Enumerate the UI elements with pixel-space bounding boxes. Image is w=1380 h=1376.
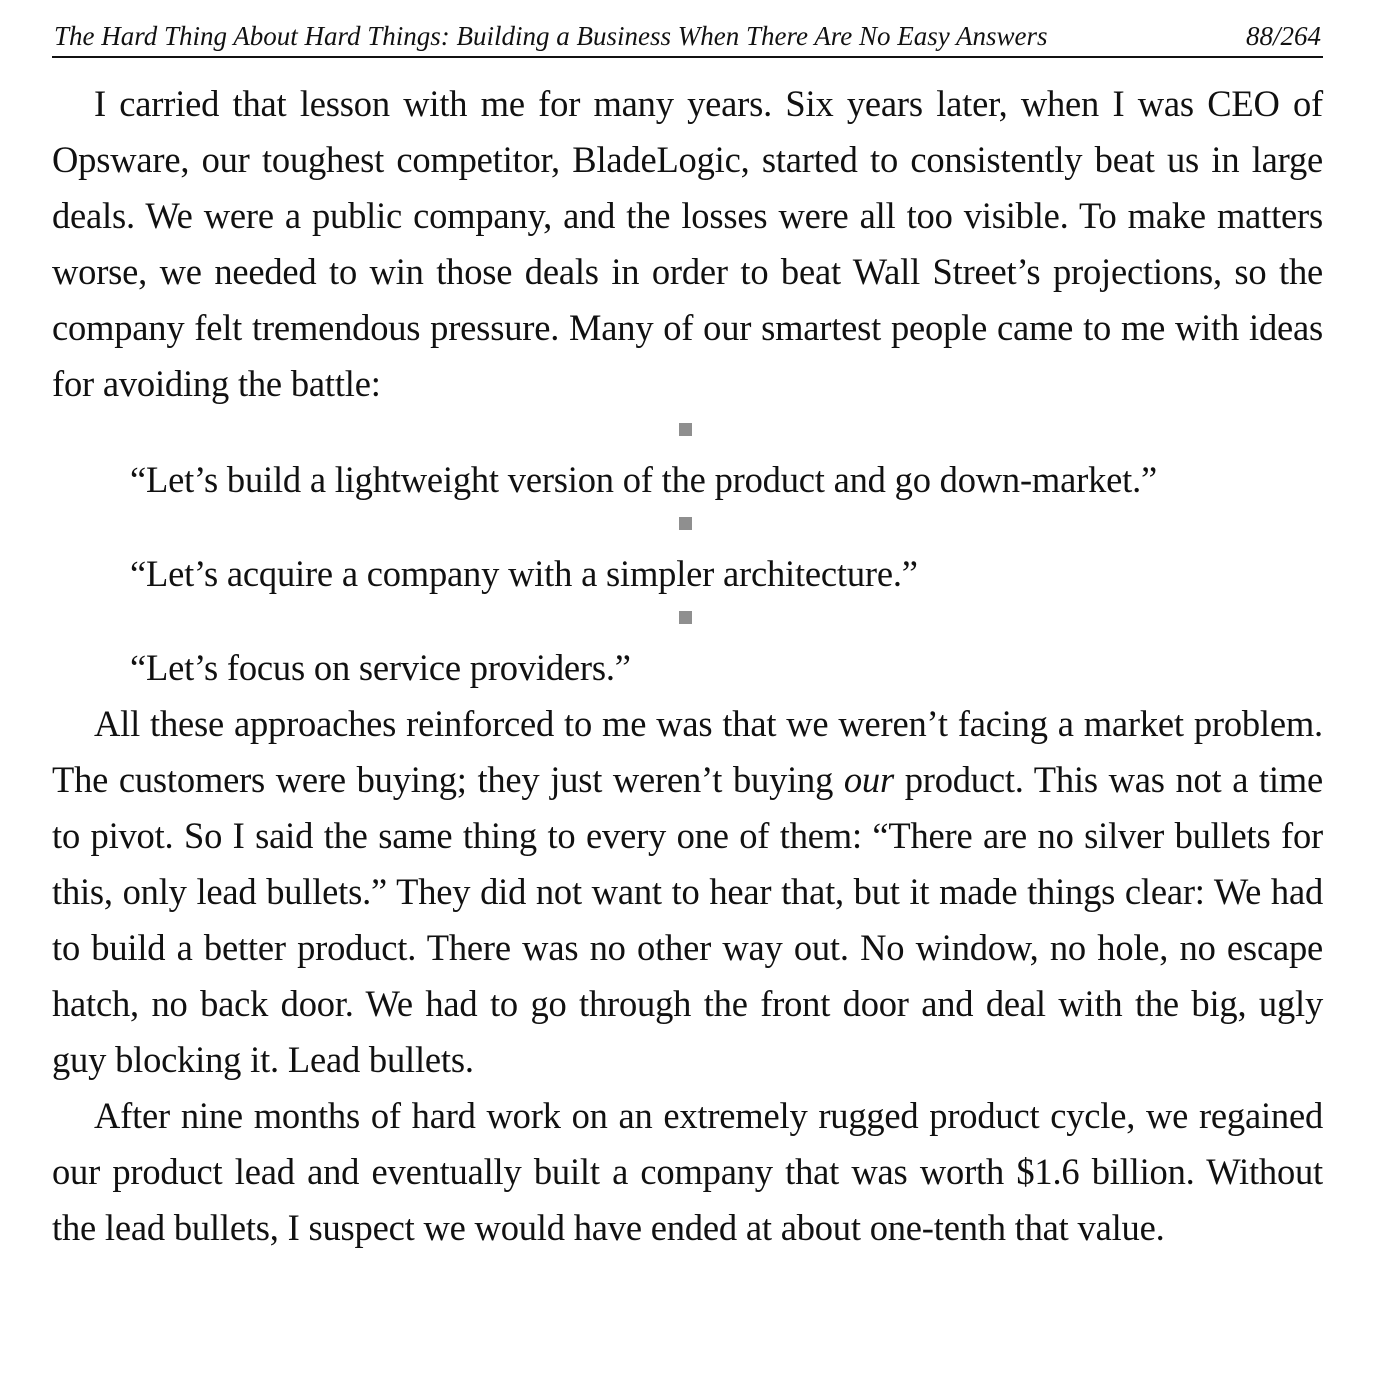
paragraph-2-text-start: All these approaches reinforced to me was that we weren’t facing a market problem. The customers were buying; they just weren’t buying — [52, 703, 1323, 800]
paragraph-2-text-end: product. This was not a time to pivot. So I said the same thing to every one of them: “There are no silver bullets for this, only lead bullets.” They did not want to hear that, but it made things clear: We had to build a better product. There was no other way out. No window, no hole, no escape hatch, no back door. We had to go through the front door and deal with the big, ugly guy blocking it. Lead bullets. — [52, 759, 1323, 1080]
list-item — [52, 508, 1323, 602]
square-bullet-icon — [679, 517, 692, 530]
page-indicator: 88/264 — [1245, 21, 1321, 51]
bullet-text: “Let’s acquire a company with a simpler architecture.” — [130, 553, 918, 594]
list-item — [52, 602, 1323, 696]
bullet-text: “Let’s build a lightweight version of the product and go down-market.” — [130, 459, 1157, 500]
bullet-text: “Let’s focus on service providers.” — [130, 647, 631, 688]
running-header — [52, 18, 1323, 58]
square-bullet-icon — [679, 611, 692, 624]
paragraph-3: After nine months of hard work on an extremely rugged product cycle, we regained our product lead and eventually built a company that was worth $1.6 billion. Without the lead bullets, I suspect we would have ended at about one-tenth that value. — [52, 1095, 1323, 1248]
page-body — [52, 76, 1323, 1256]
book-title: The Hard Thing About Hard Things: Building a Business When There Are No Easy Answers — [54, 21, 1048, 51]
ebook-page — [52, 18, 1323, 1256]
square-bullet-icon — [679, 423, 692, 436]
list-item — [52, 414, 1323, 508]
paragraph-2-emphasis: our — [843, 759, 894, 800]
paragraph-2 — [52, 696, 1323, 1088]
paragraph-1: I carried that lesson with me for many years. Six years later, when I was CEO of Opsware, our toughest competitor, BladeLogic, started to consistently beat us in large deals. We were a public company, and the losses were all too visible. To make matters worse, we needed to win those deals in order to beat Wall Street’s projections, so the company felt tremendous pressure. Many of our smartest people came to me with ideas for avoiding the battle: — [52, 83, 1323, 404]
bullet-list — [52, 414, 1323, 696]
